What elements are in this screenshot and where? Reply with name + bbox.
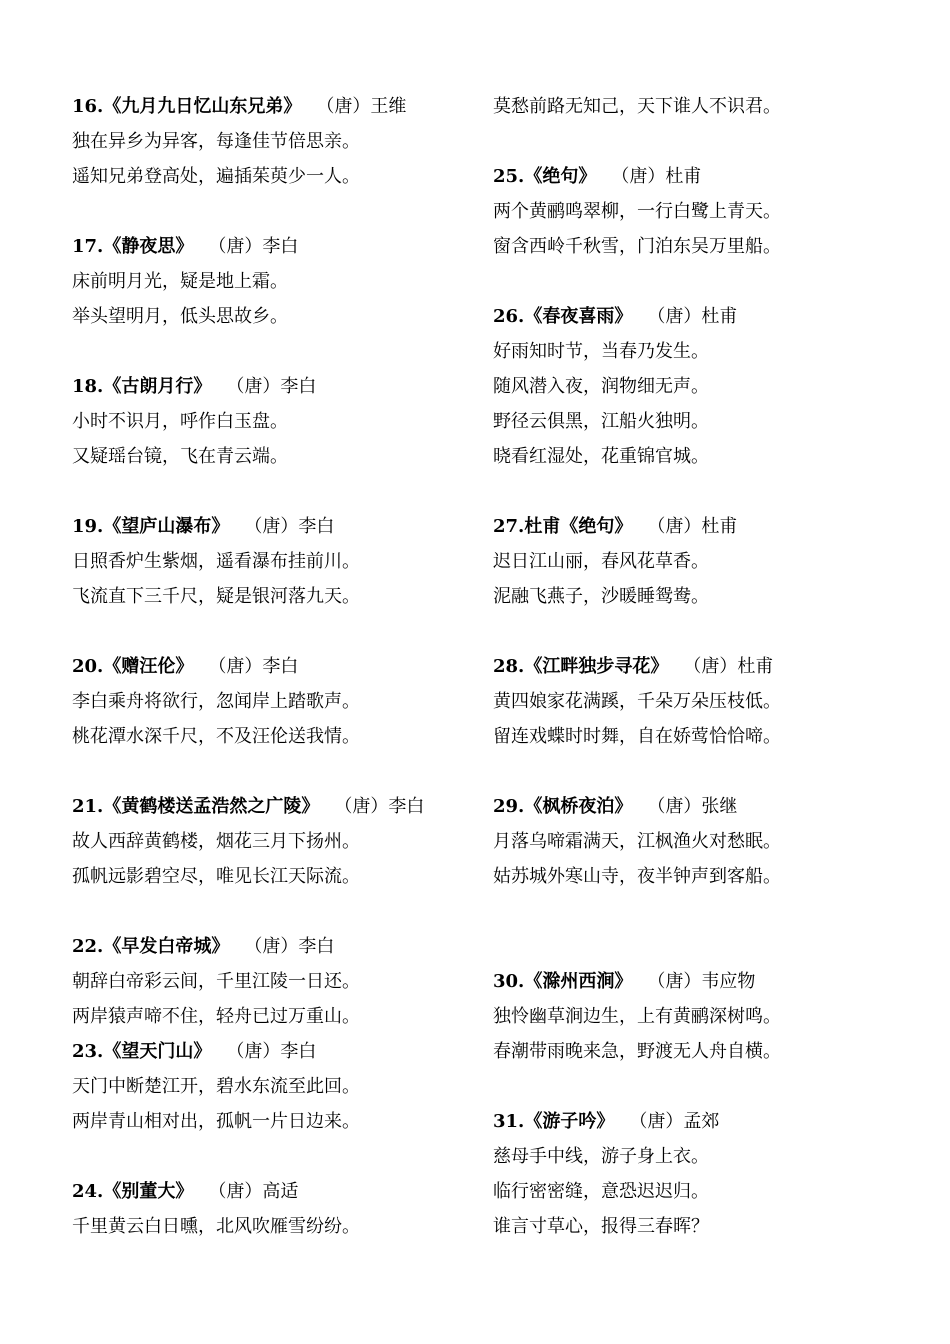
poem-line: 莫愁前路无知己，天下谁人不识君。 (493, 96, 781, 117)
poem-author: （唐）高适 (217, 1181, 299, 1202)
poem-line: 春潮带雨晚来急，野渡无人舟自横。 (493, 1041, 781, 1062)
poem-line: 晓看红湿处，花重锦官城。 (493, 446, 709, 467)
poem-title-text: 30.《滁州西涧》 (493, 971, 633, 992)
poem-title-text: 25.《绝句》 (493, 166, 597, 187)
poem-title (72, 1174, 472, 1209)
poem-title (493, 509, 913, 544)
poem-author: （唐）张继 (656, 796, 738, 817)
poem-author: （唐）李白 (253, 936, 335, 957)
poem-title (72, 509, 472, 544)
poem-line: 好雨知时节，当春乃发生。 (493, 341, 709, 362)
poem-line: 桃花潭水深千尺，不及汪伦送我情。 (72, 726, 360, 747)
poem-title-text: 24.《别董大》 (72, 1181, 194, 1202)
poem-title (493, 789, 913, 824)
poem-line: 临行密密缝，意恐迟迟归。 (493, 1181, 709, 1202)
poem-line: 小时不识月，呼作白玉盘。 (72, 411, 288, 432)
poem-line: 飞流直下三千尺，疑是银河落九天。 (72, 586, 360, 607)
poem-line: 窗含西岭千秋雪，门泊东吴万里船。 (493, 236, 781, 257)
poem-line: 随风潜入夜，润物细无声。 (493, 376, 709, 397)
poem-title-text: 16.《九月九日忆山东兄弟》 (72, 96, 302, 117)
poem-line: 黄四娘家花满蹊，千朵万朵压枝低。 (493, 691, 781, 712)
right-column (493, 89, 913, 1244)
poem-author: （唐）孟郊 (638, 1111, 720, 1132)
poem-title-text: 21.《黄鹤楼送孟浩然之广陵》 (72, 796, 320, 817)
poem-author: （唐）李白 (235, 1041, 317, 1062)
poem-title (72, 89, 472, 124)
left-column (72, 89, 472, 1244)
poem-line: 留连戏蝶时时舞，自在娇莺恰恰啼。 (493, 726, 781, 747)
poem-title-text: 29.《枫桥夜泊》 (493, 796, 633, 817)
poem-line: 日照香炉生紫烟，遥看瀑布挂前川。 (72, 551, 360, 572)
poem-title (493, 1104, 913, 1139)
poem-author: （唐）李白 (217, 656, 299, 677)
poem-line: 又疑瑶台镜，飞在青云端。 (72, 446, 288, 467)
poem-title-text: 17.《静夜思》 (72, 236, 194, 257)
poem-line: 床前明月光，疑是地上霜。 (72, 271, 288, 292)
poem-author: （唐）李白 (253, 516, 335, 537)
poem-line: 两岸青山相对出，孤帆一片日边来。 (72, 1111, 360, 1132)
poem-title (493, 299, 913, 334)
poem-line: 孤帆远影碧空尽，唯见长江天际流。 (72, 866, 360, 887)
poem-title-text: 18.《古朗月行》 (72, 376, 212, 397)
poem-title-text: 28.《江畔独步寻花》 (493, 656, 669, 677)
poem-author: （唐）王维 (325, 96, 407, 117)
poem-title (72, 229, 472, 264)
poem-title-text: 23.《望天门山》 (72, 1041, 212, 1062)
poem-title (72, 369, 472, 404)
poem-author: （唐）李白 (235, 376, 317, 397)
poem-line: 举头望明月，低头思故乡。 (72, 306, 288, 327)
poem-title (72, 789, 472, 824)
poem-line: 故人西辞黄鹤楼，烟花三月下扬州。 (72, 831, 360, 852)
poem-title (72, 929, 472, 964)
poem-title (493, 159, 913, 194)
poem-line: 泥融飞燕子，沙暖睡鸳鸯。 (493, 586, 709, 607)
poem-author: （唐）杜甫 (656, 306, 738, 327)
poem-title-text: 26.《春夜喜雨》 (493, 306, 633, 327)
poem-title-text: 20.《赠汪伦》 (72, 656, 194, 677)
poem-author: （唐）杜甫 (692, 656, 774, 677)
poem-title (493, 964, 913, 999)
poem-line: 两个黄鹂鸣翠柳，一行白鹭上青天。 (493, 201, 781, 222)
poem-line: 两岸猿声啼不住，轻舟已过万重山。 (72, 1006, 360, 1027)
poem-title (72, 649, 472, 684)
poem-title-text: 31.《游子吟》 (493, 1111, 615, 1132)
poem-line: 迟日江山丽，春风花草香。 (493, 551, 709, 572)
poem-author: （唐）杜甫 (656, 516, 738, 537)
poem-title (493, 649, 913, 684)
poem-line: 朝辞白帝彩云间，千里江陵一日还。 (72, 971, 360, 992)
poem-line: 谁言寸草心，报得三春晖？ (493, 1216, 709, 1237)
poem-line: 李白乘舟将欲行，忽闻岸上踏歌声。 (72, 691, 360, 712)
poem-author: （唐）李白 (343, 796, 425, 817)
poem-line: 野径云俱黑，江船火独明。 (493, 411, 709, 432)
poem-line: 天门中断楚江开，碧水东流至此回。 (72, 1076, 360, 1097)
poem-author: （唐）韦应物 (656, 971, 756, 992)
poem-line: 月落乌啼霜满天，江枫渔火对愁眠。 (493, 831, 781, 852)
poem-line: 慈母手中线，游子身上衣。 (493, 1146, 709, 1167)
poem-title-text: 19.《望庐山瀑布》 (72, 516, 230, 537)
poem-title-text: 27.杜甫《绝句》 (493, 516, 633, 537)
poem-line: 独怜幽草涧边生，上有黄鹂深树鸣。 (493, 1006, 781, 1027)
poem-line: 遥知兄弟登高处，遍插茱萸少一人。 (72, 166, 360, 187)
poem-author: （唐）李白 (217, 236, 299, 257)
poem-line: 姑苏城外寒山寺，夜半钟声到客船。 (493, 866, 781, 887)
poem-line: 千里黄云白日曛，北风吹雁雪纷纷。 (72, 1216, 360, 1237)
poem-title-text: 22.《早发白帝城》 (72, 936, 230, 957)
poem-line: 独在异乡为异客，每逢佳节倍思亲。 (72, 131, 360, 152)
poem-title (72, 1034, 472, 1069)
poem-author: （唐）杜甫 (620, 166, 702, 187)
